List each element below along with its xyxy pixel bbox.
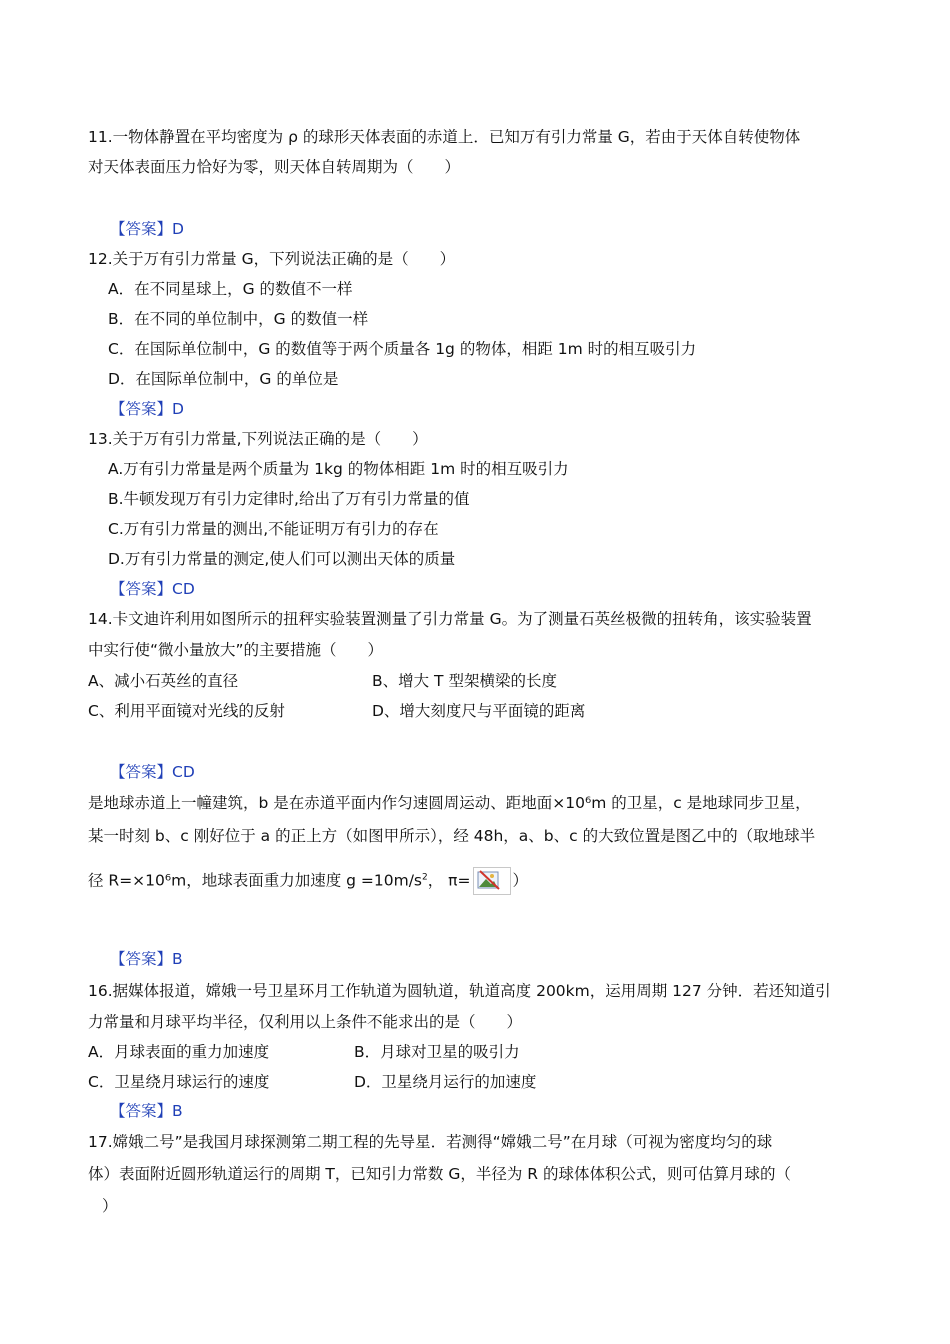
q16-line-1: 16.据媒体报道，嫦娥一号卫星环月工作轨道为圆轨道，轨道高度 200km，运用周期 127 分钟．若还知道引 xyxy=(88,982,831,1000)
q12-option-a: A．在不同星球上，G 的数值不一样 xyxy=(108,280,353,298)
q12-stem: 12.关于万有引力常量 G，下列说法正确的是（ ） xyxy=(88,250,456,268)
q15-line-3 xyxy=(88,867,528,895)
q12-answer: 【答案】D xyxy=(110,400,184,418)
q15-line-3-text: 径 R=×10⁶m，地球表面重力加速度 g =10m/s xyxy=(88,871,423,890)
q14-options-row-2 xyxy=(88,701,788,721)
q11-line-2: 对天体表面压力恰好为零，则天体自转周期为（ ） xyxy=(88,158,461,176)
q14-line-1: 14.卡文迪许利用如图所示的扭秤实验装置测量了引力常量 G。为了测量石英丝极微的扭转角，该实验装置 xyxy=(88,610,812,628)
q17-line-1: 17.嫦娥二号”是我国月球探测第二期工程的先导星．若测得“嫦娥二号”在月球（可视为密度均匀的球 xyxy=(88,1133,773,1151)
q16-answer: 【答案】B xyxy=(110,1102,183,1120)
q14-line-2: 中实行使“微小量放大”的主要措施（ ） xyxy=(88,641,384,659)
broken-image-icon xyxy=(473,867,511,895)
q17-line-3: ） xyxy=(102,1197,118,1215)
q15-answer: 【答案】B xyxy=(110,950,183,968)
q12-option-b: B．在不同的单位制中，G 的数值一样 xyxy=(108,310,369,328)
q13-answer: 【答案】CD xyxy=(110,580,195,598)
q14-options-row-1 xyxy=(88,671,788,691)
q11-answer: 【答案】D xyxy=(110,220,184,238)
q15-line-1: 是地球赤道上一幢建筑，b 是在赤道平面内作匀速圆周运动、距地面×10⁶m 的卫星，c 是地球同步卫星， xyxy=(88,794,811,812)
q16-line-2: 力常量和月球平均半径，仅利用以上条件不能求出的是（ ） xyxy=(88,1013,523,1031)
q16-option-c: C．卫星绕月球运行的速度 xyxy=(88,1073,270,1091)
q15-line-2: 某一时刻 b、c 刚好位于 a 的正上方（如图甲所示），经 48h，a、b、c 的大致位置是图乙中的（取地球半 xyxy=(88,827,816,845)
q14-option-c: C、利用平面镜对光线的反射 xyxy=(88,702,285,720)
q14-answer: 【答案】CD xyxy=(110,763,195,781)
q15-line-3-pi: ， π= xyxy=(427,871,471,890)
q13-option-d: D.万有引力常量的测定,使人们可以测出天体的质量 xyxy=(108,550,456,568)
q14-option-a: A、减小石英丝的直径 xyxy=(88,672,239,690)
q16-option-a: A．月球表面的重力加速度 xyxy=(88,1043,270,1061)
q13-option-b: B.牛顿发现万有引力定律时,给出了万有引力常量的值 xyxy=(108,490,470,508)
q12-option-d: D．在国际单位制中，G 的单位是 xyxy=(108,370,339,388)
q16-option-b: B．月球对卫星的吸引力 xyxy=(354,1043,520,1061)
q12-option-c: C．在国际单位制中，G 的数值等于两个质量各 1g 的物体，相距 1m 时的相互吸引力 xyxy=(108,340,697,358)
q13-option-a: A.万有引力常量是两个质量为 1kg 的物体相距 1m 时的相互吸引力 xyxy=(108,460,569,478)
q13-option-c: C.万有引力常量的测出,不能证明万有引力的存在 xyxy=(108,520,439,538)
q15-superscript: 2 xyxy=(422,872,428,883)
q16-options-row-1 xyxy=(88,1042,788,1062)
q13-stem: 13.关于万有引力常量,下列说法正确的是（ ） xyxy=(88,430,428,448)
q17-line-2: 体）表面附近圆形轨道运行的周期 T，已知引力常数 G，半径为 R 的球体体积公式，则可估算月球的（ xyxy=(88,1165,791,1183)
q11-line-1: 11.一物体静置在平均密度为 ρ 的球形天体表面的赤道上．已知万有引力常量 G，若由于天体自转使物体 xyxy=(88,128,801,146)
q14-option-d: D、增大刻度尺与平面镜的距离 xyxy=(372,702,586,720)
q16-options-row-2 xyxy=(88,1072,788,1092)
q14-option-b: B、增大 T 型架横梁的长度 xyxy=(372,672,557,690)
q15-line-3-close: ） xyxy=(512,871,529,890)
q16-option-d: D．卫星绕月运行的加速度 xyxy=(354,1073,537,1091)
